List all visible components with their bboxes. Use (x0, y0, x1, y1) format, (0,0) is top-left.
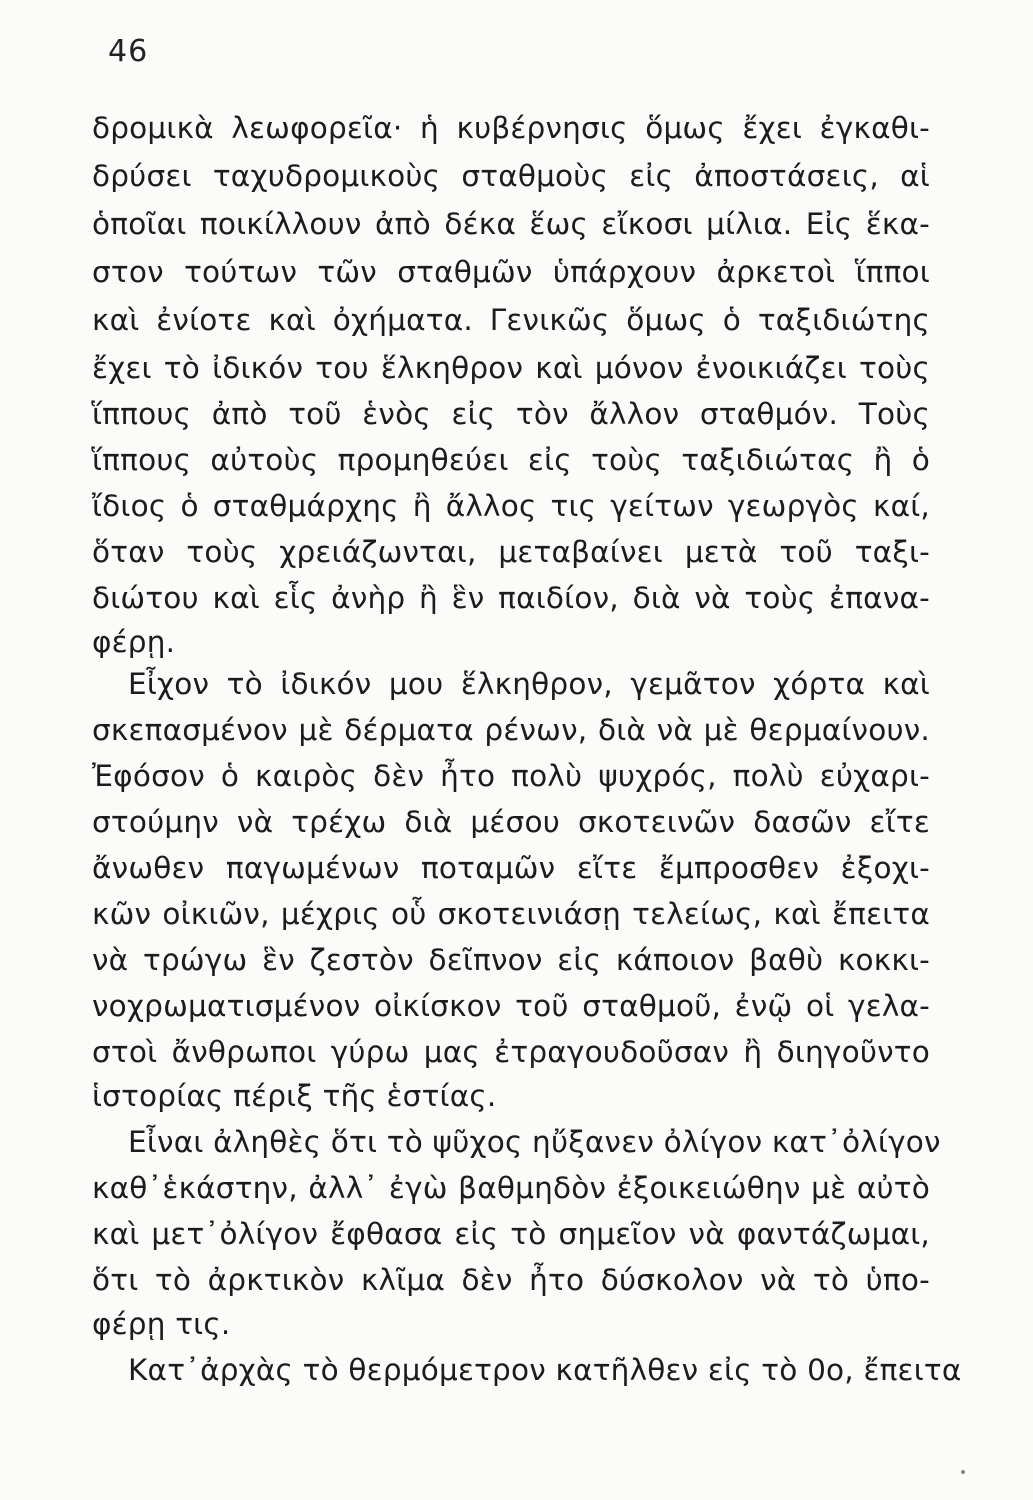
text-line: σκεπασμένον μὲ δέρματα ρένων, διὰ νὰ μὲ θερμαίνουν. (92, 713, 930, 747)
text-line: ἄνωθεν παγωμένων ποταμῶν εἴτε ἔμπροσθεν ἐξοχι- (92, 851, 930, 885)
text-line: δρύσει ταχυδρομικοὺς σταθμοὺς εἰς ἀποστάσεις, αἱ (92, 159, 930, 193)
text-line: ἵππους ἀπὸ τοῦ ἑνὸς εἰς τὸν ἄλλον σταθμόν. Τοὺς (92, 397, 930, 431)
text-line: φέρῃ. (92, 625, 176, 659)
text-line: καθ᾽ἑκάστην, ἀλλ᾽ ἐγὼ βαθμηδὸν ἐξοικειώθην μὲ αὐτὸ (92, 1171, 930, 1205)
paragraph-first-line: Εἶναι ἀληθὲς ὅτι τὸ ψῦχος ηὔξανεν ὀλίγον κατ᾽ὀλίγον (128, 1125, 941, 1159)
text-line: καὶ μετ᾽ὀλίγον ἔφθασα εἰς τὸ σημεῖον νὰ φαντάζωμαι, (92, 1217, 930, 1251)
text-line: κῶν οἰκιῶν, μέχρις οὗ σκοτεινιάσῃ τελείως, καὶ ἔπειτα (92, 897, 930, 931)
text-line: δρομικὰ λεωφορεῖα· ἡ κυβέρνησις ὅμως ἔχει ἐγκαθι- (92, 111, 930, 145)
text-line: καὶ ἐνίοτε καὶ ὀχήματα. Γενικῶς ὅμως ὁ ταξιδιώτης (92, 303, 930, 337)
text-line: ἴδιος ὁ σταθμάρχης ἢ ἄλλος τις γείτων γεωργὸς καί, (92, 489, 930, 523)
text-line: διώτου καὶ εἷς ἀνὴρ ἢ ἓν παιδίον, διὰ νὰ τοὺς ἐπανα- (92, 581, 930, 615)
text-line: ἔχει τὸ ἰδικόν του ἕλκηθρον καὶ μόνον ἐνοικιάζει τοὺς (92, 351, 930, 385)
text-line: στοὶ ἄνθρωποι γύρω μας ἐτραγουδοῦσαν ἢ διηγοῦντο (92, 1035, 930, 1069)
text-line: ὅτι τὸ ἀρκτικὸν κλῖμα δὲν ἦτο δύσκολον νὰ τὸ ὑπο- (92, 1263, 930, 1297)
text-line: ὁποῖαι ποικίλλουν ἀπὸ δέκα ἕως εἴκοσι μίλια. Εἰς ἕκα- (92, 207, 930, 241)
text-line: στον τούτων τῶν σταθμῶν ὑπάρχουν ἀρκετοὶ ἵπποι (92, 255, 930, 289)
text-line: στούμην νὰ τρέχω διὰ μέσου σκοτεινῶν δασῶν εἴτε (92, 805, 930, 839)
text-line: Ἐφόσον ὁ καιρὸς δὲν ἦτο πολὺ ψυχρός, πολὺ εὐχαρι- (92, 759, 930, 793)
text-line: νὰ τρώγω ἓν ζεστὸν δεῖπνον εἰς κάποιον βαθὺ κοκκι- (92, 943, 930, 977)
page-number: 46 (108, 34, 149, 69)
text-line: ἱστορίας πέριξ τῆς ἑστίας. (92, 1079, 497, 1113)
text-line: νοχρωματισμένον οἰκίσκον τοῦ σταθμοῦ, ἐνῷ οἱ γελα- (92, 989, 930, 1023)
text-line: φέρῃ τις. (92, 1307, 231, 1341)
paragraph-first-line: Κατ᾽ἀρχὰς τὸ θερμόμετρον κατῆλθεν εἰς τὸ 0ο, ἔπειτα (128, 1353, 962, 1387)
text-line: ὅταν τοὺς χρειάζωνται, μεταβαίνει μετὰ τοῦ ταξι- (92, 535, 930, 569)
paragraph-first-line: Εἶχον τὸ ἰδικόν μου ἕλκηθρον, γεμᾶτον χόρτα καὶ (128, 667, 930, 701)
paper-speck (961, 1470, 965, 1474)
text-line: ἵππους αὐτοὺς προμηθεύει εἰς τοὺς ταξιδιώτας ἢ ὁ (92, 443, 930, 477)
